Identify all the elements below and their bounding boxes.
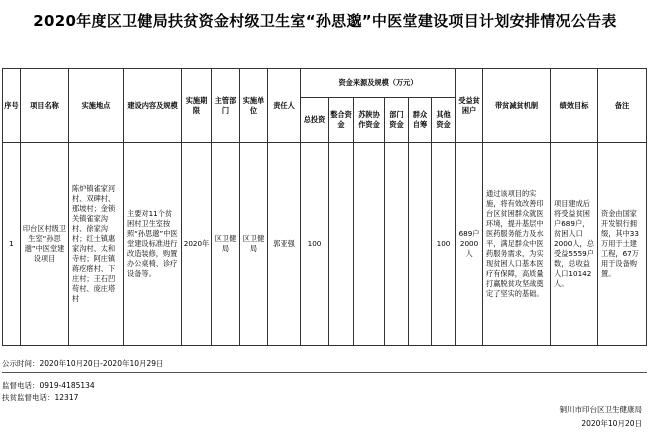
header-dept: 主管部门: [212, 69, 240, 143]
cell-content: 主要对11个贫困村卫生室按照“孙思邈”中医堂建设标准进行改造装修，购置办公桌椅、诊疗设备等。: [124, 143, 182, 346]
cell-remark: 资金由国家开发银行拥缀，其中33万用于土建工程，67万用于设备购置。: [598, 143, 647, 346]
cell-location: 陈炉镇雀家河村、双碑村、那坡村；金锁关镇雀家沟村、徐家沟村；红土镇惠家沟村、太和寺村；阿庄镇蒋疙瘩村、下庄村；王石凹苟村、庞庄塔村: [69, 143, 124, 346]
issuing-org: 铜川市印台区卫生健康局: [559, 405, 642, 414]
cell-beneficiaries: 689户2000人: [456, 143, 483, 346]
cell-su-yong: [354, 143, 385, 346]
header-funding-group: 资金来源及规模（万元）: [301, 69, 456, 98]
poverty-phone: 扶贫监督电话：12317: [2, 393, 79, 402]
cell-total: 100: [301, 143, 329, 346]
header-beneficiaries: 受益贫困户: [456, 69, 483, 143]
notice-time: 公示时间：2020年10月20日-2020年10月29日: [2, 359, 164, 368]
footer-divider: [2, 372, 647, 373]
header-remark: 备注: [598, 69, 647, 143]
header-period: 实施期限: [182, 69, 212, 143]
cell-other: 100: [432, 143, 456, 346]
cell-goal: 项目建成后将受益贫困户689户，贫困人口2000人，总受益5559户数，总收益人口10142人。: [551, 143, 598, 346]
cell-mechanism: 通过该项目的实施，将有效改善印台区贫困群众就医环境，提升基层中医药服务能力及水平，满足群众中医药服务需求，为实现贫困人口基本医疗有保障，高质量打赢脱贫攻坚战奠定了坚实的基础。: [483, 143, 551, 346]
header-other: 其他资金: [432, 98, 456, 143]
header-row-top: [3, 69, 647, 98]
header-location: 实施地点: [69, 69, 124, 143]
cell-seq: 1: [3, 143, 21, 346]
table-row: [3, 143, 647, 346]
cell-period: 2020年: [182, 143, 212, 346]
header-goal: 绩效目标: [551, 69, 598, 143]
header-su-yong: 苏陕协作资金: [354, 98, 385, 143]
header-integrated: 整合资金: [329, 98, 354, 143]
header-project-name: 项目名称: [21, 69, 69, 143]
header-mechanism: 带贫减贫机制: [483, 69, 551, 143]
cell-person: 郭亚强: [268, 143, 301, 346]
header-self-raised: 群众自筹: [409, 98, 432, 143]
header-total: 总投资: [301, 98, 329, 143]
supervision-phone: 监督电话：0919-4185134: [2, 381, 95, 390]
header-dept-fund: 部门资金: [385, 98, 409, 143]
header-seq: 序号: [3, 69, 21, 143]
cell-self-raised: [409, 143, 432, 346]
header-content: 建设内容及规模: [124, 69, 182, 143]
project-table: [2, 68, 647, 346]
page-title: 2020年度区卫健局扶贫资金村级卫生室“孙思邈”中医堂建设项目计划安排情况公告表: [33, 12, 617, 30]
header-unit: 实施单位: [240, 69, 268, 143]
cell-dept-fund: [385, 143, 409, 346]
cell-dept: 区卫健局: [212, 143, 240, 346]
cell-unit: 区卫健局: [240, 143, 268, 346]
cell-integrated: [329, 143, 354, 346]
cell-project-name: 印台区村级卫生室“孙思邈”中医堂建设项目: [21, 143, 69, 346]
header-person: 责任人: [268, 69, 301, 143]
issue-date: 2020年10月20日: [581, 419, 642, 428]
